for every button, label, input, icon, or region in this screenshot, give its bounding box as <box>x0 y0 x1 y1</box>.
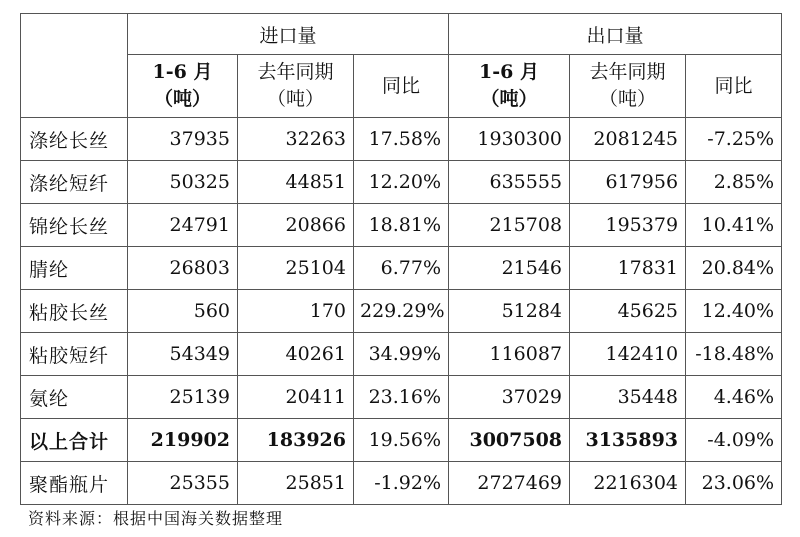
table-row <box>21 462 782 505</box>
table-row <box>21 118 782 161</box>
export-volume: 2727469 <box>449 462 570 505</box>
source-note: 资料来源：根据中国海关数据整理 <box>28 509 284 528</box>
table-row <box>21 333 782 376</box>
import-yoy: 17.58% <box>354 118 449 161</box>
export-yoy: 23.06% <box>686 462 782 505</box>
export-last-year: 617956 <box>570 161 686 204</box>
export-volume: 1930300 <box>449 118 570 161</box>
export-yoy-header: 同比 <box>686 55 782 118</box>
import-period-header <box>128 55 238 118</box>
import-yoy: 34.99% <box>354 333 449 376</box>
product-name: 涤纶长丝 <box>21 118 128 161</box>
import-last-year: 20866 <box>238 204 354 247</box>
import-last-year: 32263 <box>238 118 354 161</box>
import-last-year: 25104 <box>238 247 354 290</box>
group-header-row <box>21 14 782 55</box>
import-volume: 25139 <box>128 376 238 419</box>
import-last-year: 25851 <box>238 462 354 505</box>
import-yoy: 18.81% <box>354 204 449 247</box>
table-row <box>21 376 782 419</box>
import-yoy-header: 同比 <box>354 55 449 118</box>
import-volume: 37935 <box>128 118 238 161</box>
import-last-year: 40261 <box>238 333 354 376</box>
import-last-year: 183926 <box>238 419 354 462</box>
export-yoy: -18.48% <box>686 333 782 376</box>
import-yoy: 12.20% <box>354 161 449 204</box>
import-volume: 26803 <box>128 247 238 290</box>
export-volume: 37029 <box>449 376 570 419</box>
import-yoy: 23.16% <box>354 376 449 419</box>
export-last-year: 3135893 <box>570 419 686 462</box>
product-name: 涤纶短纤 <box>21 161 128 204</box>
import-yoy: -1.92% <box>354 462 449 505</box>
export-volume: 51284 <box>449 290 570 333</box>
import-volume: 25355 <box>128 462 238 505</box>
import-volume: 560 <box>128 290 238 333</box>
header-line: 1-6 月 <box>479 61 539 83</box>
export-yoy: 2.85% <box>686 161 782 204</box>
import-yoy: 6.77% <box>354 247 449 290</box>
export-last-year: 17831 <box>570 247 686 290</box>
header-line: 去年同期 <box>589 61 666 83</box>
product-name: 聚酯瓶片 <box>21 462 128 505</box>
import-last-year: 20411 <box>238 376 354 419</box>
export-volume: 3007508 <box>449 419 570 462</box>
import-volume: 219902 <box>128 419 238 462</box>
export-volume: 21546 <box>449 247 570 290</box>
product-name: 粘胶长丝 <box>21 290 128 333</box>
header-unit: （吨） <box>480 88 538 110</box>
import-yoy: 229.29% <box>354 290 449 333</box>
header-unit: （吨） <box>266 88 324 110</box>
export-last-year: 2081245 <box>570 118 686 161</box>
product-name: 锦纶长丝 <box>21 204 128 247</box>
header-line: 1-6 月 <box>152 61 213 83</box>
total-row <box>21 419 782 462</box>
table-row <box>21 290 782 333</box>
export-last-year: 142410 <box>570 333 686 376</box>
export-volume: 635555 <box>449 161 570 204</box>
header-line: 去年同期 <box>257 61 334 83</box>
export-volume: 215708 <box>449 204 570 247</box>
import-volume: 24791 <box>128 204 238 247</box>
export-yoy: -7.25% <box>686 118 782 161</box>
column-header-row <box>21 55 782 118</box>
product-name: 氨纶 <box>21 376 128 419</box>
product-name: 以上合计 <box>21 419 128 462</box>
product-name: 腈纶 <box>21 247 128 290</box>
export-last-year: 2216304 <box>570 462 686 505</box>
table-row <box>21 204 782 247</box>
import-last-year-header <box>238 55 354 118</box>
trade-table <box>20 13 782 505</box>
export-yoy: 10.41% <box>686 204 782 247</box>
import-volume: 50325 <box>128 161 238 204</box>
import-last-year: 44851 <box>238 161 354 204</box>
import-volume: 54349 <box>128 333 238 376</box>
export-period-header <box>449 55 570 118</box>
table-row <box>21 247 782 290</box>
export-yoy: -4.09% <box>686 419 782 462</box>
header-unit: （吨） <box>599 88 657 110</box>
import-last-year: 170 <box>238 290 354 333</box>
export-yoy: 4.46% <box>686 376 782 419</box>
export-group-header: 出口量 <box>449 14 782 55</box>
product-name: 粘胶短纤 <box>21 333 128 376</box>
export-last-year-header <box>570 55 686 118</box>
import-yoy: 19.56% <box>354 419 449 462</box>
header-unit: （吨） <box>153 88 211 110</box>
import-group-header: 进口量 <box>128 14 449 55</box>
export-volume: 116087 <box>449 333 570 376</box>
corner-cell <box>21 14 128 118</box>
table-row <box>21 161 782 204</box>
export-last-year: 45625 <box>570 290 686 333</box>
export-last-year: 35448 <box>570 376 686 419</box>
table-body <box>21 118 782 505</box>
export-yoy: 20.84% <box>686 247 782 290</box>
export-last-year: 195379 <box>570 204 686 247</box>
export-yoy: 12.40% <box>686 290 782 333</box>
